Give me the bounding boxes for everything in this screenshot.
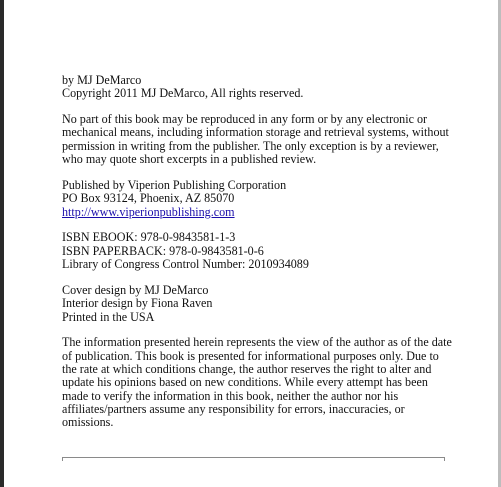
rights-paragraph (62, 113, 452, 166)
disclaimer-paragraph (62, 336, 452, 429)
disclaimer-line: of publication. This book is presented for informational purposes only. Due to (62, 348, 439, 363)
credits-block (62, 284, 452, 324)
disclaimer-line: made to verify the information in this book, neither the author nor his (62, 388, 399, 403)
cover-design-credit: Cover design by MJ DeMarco (62, 282, 209, 297)
rights-line: No part of this book may be reproduced in any form or by any electronic or (62, 112, 428, 127)
isbn-paperback: ISBN PAPERBACK: 978-0-9843581-0-6 (62, 243, 264, 258)
page-frame-left (0, 0, 4, 487)
disclaimer-line: The information presented herein represents the view of the author as of the date (62, 335, 452, 350)
disclaimer-line: the rate at which conditions change, the author reserves the right to alter and (62, 362, 432, 377)
printed-in: Printed in the USA (62, 309, 155, 324)
identifiers-block (62, 231, 452, 271)
copyright-notice: Copyright 2011 MJ DeMarco, All rights reserved. (62, 86, 304, 101)
disclaimer-line: omissions. (62, 415, 114, 430)
publisher-website-link[interactable]: http://www.viperionpublishing.com (62, 204, 235, 219)
publisher-block (62, 179, 452, 219)
publisher-address: PO Box 93124, Phoenix, AZ 85070 (62, 191, 235, 206)
disclaimer-line: affiliates/partners assume any responsibility for errors, inaccuracies, or (62, 401, 405, 416)
interior-design-credit: Interior design by Fiona Raven (62, 296, 213, 311)
disclaimer-line: update his opinions based on new conditions. While every attempt has been (62, 375, 428, 390)
publisher-name: Published by Viperion Publishing Corporation (62, 177, 287, 192)
loc-control-number: Library of Congress Control Number: 2010934089 (62, 257, 309, 272)
rights-line: permission in writing from the publisher. The only exception is by a reviewer, (62, 138, 439, 153)
page-bottom-rule (62, 457, 445, 458)
authorship-block (62, 74, 452, 101)
rights-line: mechanical means, including information storage and retrieval systems, without (62, 125, 449, 140)
isbn-ebook: ISBN EBOOK: 978-0-9843581-1-3 (62, 230, 236, 245)
copyright-page (62, 74, 452, 442)
byline: by MJ DeMarco (62, 73, 142, 87)
rights-line: who may quote short excerpts in a published review. (62, 152, 317, 167)
